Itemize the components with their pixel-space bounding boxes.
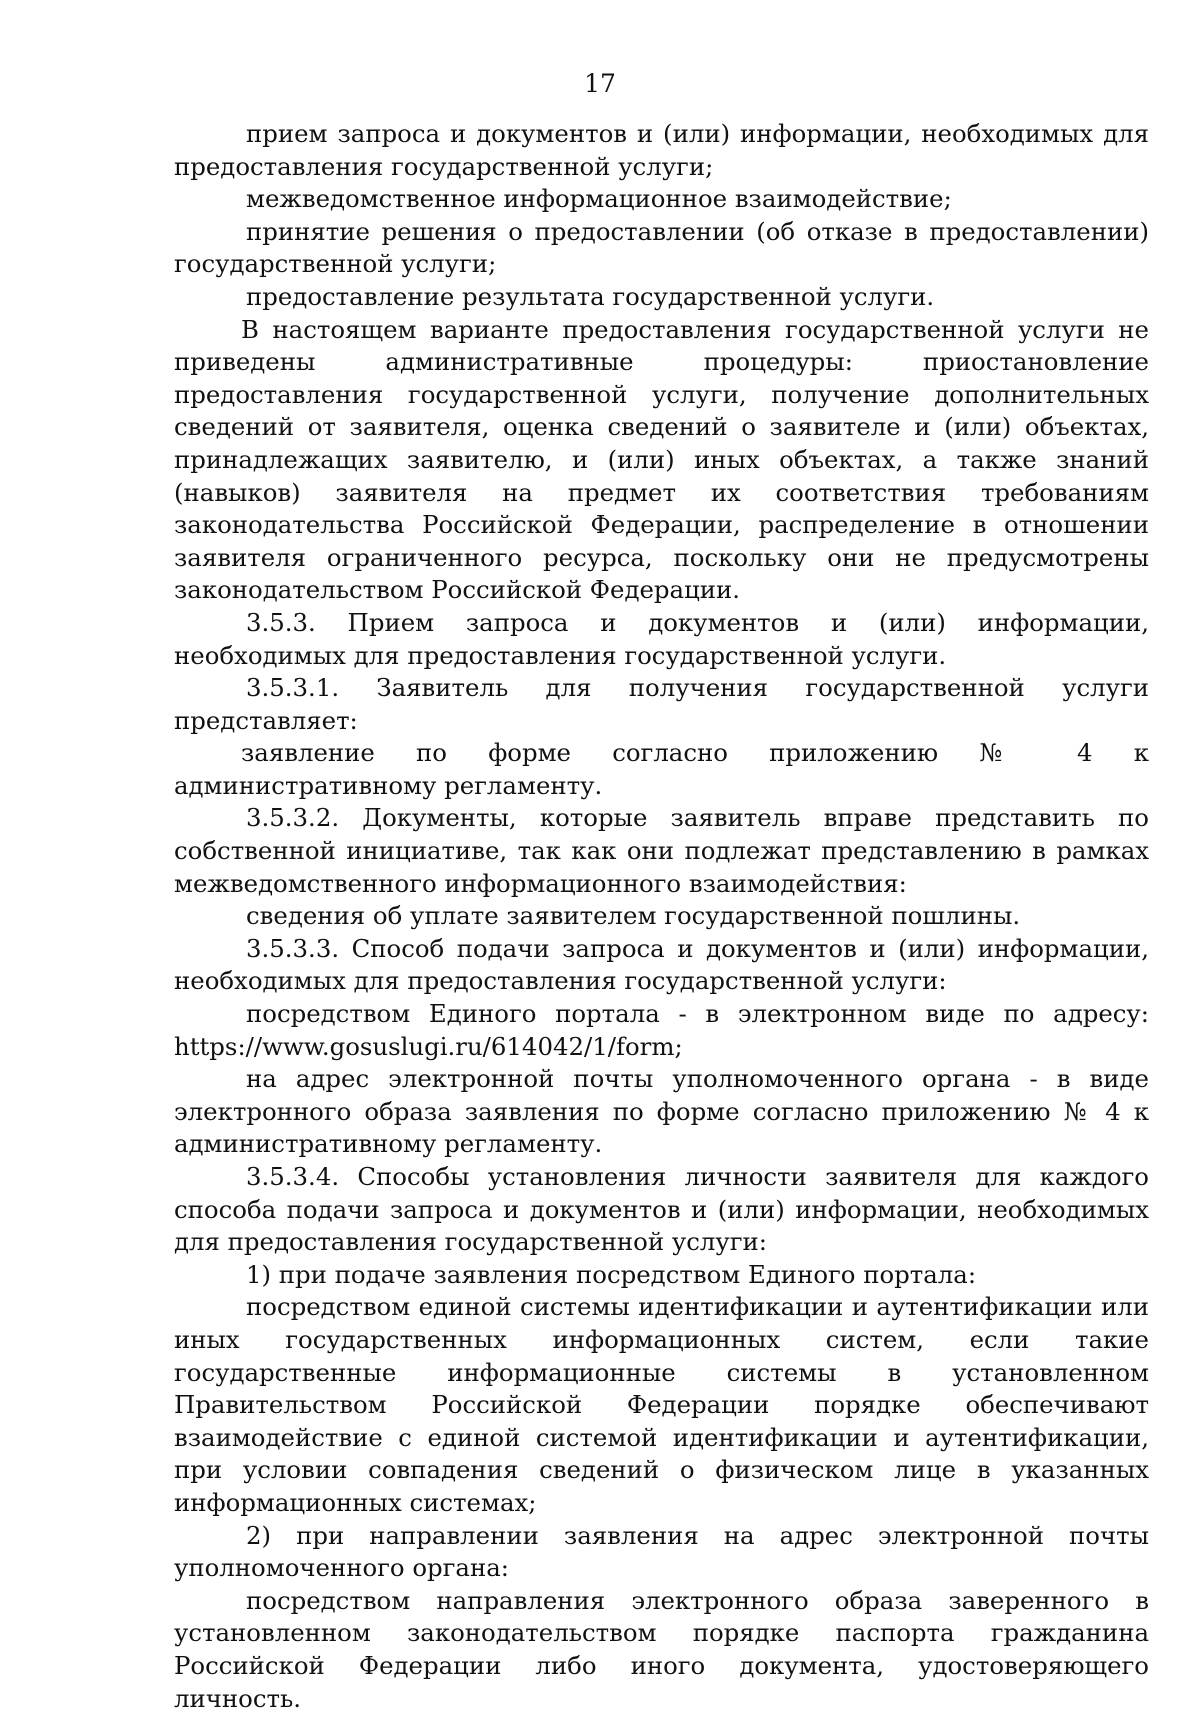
paragraph-procedure-decision: принятие решения о предоставлении (об отказе в предоставлении) государственной услуги; <box>174 216 1149 279</box>
paragraph-section-3-5-3-1: 3.5.3.1. Заявитель для получения государственной услуги представляет: <box>174 673 1149 735</box>
document-body <box>174 118 1149 1715</box>
paragraph-procedure-result: предоставление результата государственной услуги. <box>246 281 935 311</box>
paragraph-procedure-interagency: межведомственное информационное взаимодействие; <box>246 184 952 214</box>
paragraph-section-3-5-3-4: 3.5.3.4. Способы установления личности заявителя для каждого способа подачи запроса и документов и (или) информации, необходимых для предоставления государственной услуги: <box>174 1162 1149 1257</box>
paragraph-section-3-5-3-2: 3.5.3.2. Документы, которые заявитель вправе представить по собственной инициативе, так как они подлежат представлению в рамках межведомственного информационного взаимодействия: <box>174 803 1149 898</box>
paragraph-identification-system: посредством единой системы идентификации и аутентификации или иных государственных информационных систем, если такие государственные информационные системы в установленном Правительством Российской Федерации порядке обеспечивают взаимодействие с единой системой идентификации и аутентификации, при условии совпадения сведений о физическом лице в указанных информационных системах; <box>174 1292 1149 1517</box>
paragraph-not-listed-procedures: В настоящем варианте предоставления государственной услуги не приведены административные процедуры: приостановление предоставления государственной услуги, получение дополнительных сведений от заявителя, оценка сведений о заявителе и (или) объектах, принадлежащих заявителю, и (или) иных объектах, а также знаний (навыков) заявителя на предмет их соответствия требованиям законодательства Российской Федерации, распределение в отношении заявителя ограниченного ресурса, поскольку они не предусмотрены законодательством Российской Федерации. <box>174 314 1149 605</box>
paragraph-passport-image: посредством направления электронного образа заверенного в установленном законодательством порядке паспорта гражданина Российской Федерации либо иного документа, удостоверяющего личность. <box>174 1585 1149 1713</box>
paragraph-procedure-intake: прием запроса и документов и (или) информации, необходимых для предоставления государственной услуги; <box>174 119 1149 181</box>
paragraph-email-submission: на адрес электронной почты уполномоченного органа - в виде электронного образа заявления по форме согласно приложению № 4 к административному регламенту. <box>174 1064 1149 1159</box>
paragraph-section-3-5-3: 3.5.3. Прием запроса и документов и (или) информации, необходимых для предоставления государственной услуги. <box>174 607 1149 670</box>
paragraph-item-2: 2) при направлении заявления на адрес электронной почты уполномоченного органа: <box>174 1520 1149 1583</box>
paragraph-section-3-5-3-3: 3.5.3.3. Способ подачи запроса и документов и (или) информации, необходимых для предоставления государственной услуги: <box>174 933 1149 996</box>
paragraph-item-1: 1) при подаче заявления посредством Единого портала: <box>246 1259 977 1289</box>
paragraph-fee-payment: сведения об уплате заявителем государственной пошлины. <box>246 901 1021 931</box>
page-number: 17 <box>584 69 616 98</box>
paragraph-portal-submission: посредством Единого портала - в электронном виде по адресу: https://www.gosuslugi.ru/614042/1/form; <box>174 999 1149 1061</box>
paragraph-application-form: заявление по форме согласно приложению № 4 к административному регламенту. <box>174 738 1149 800</box>
